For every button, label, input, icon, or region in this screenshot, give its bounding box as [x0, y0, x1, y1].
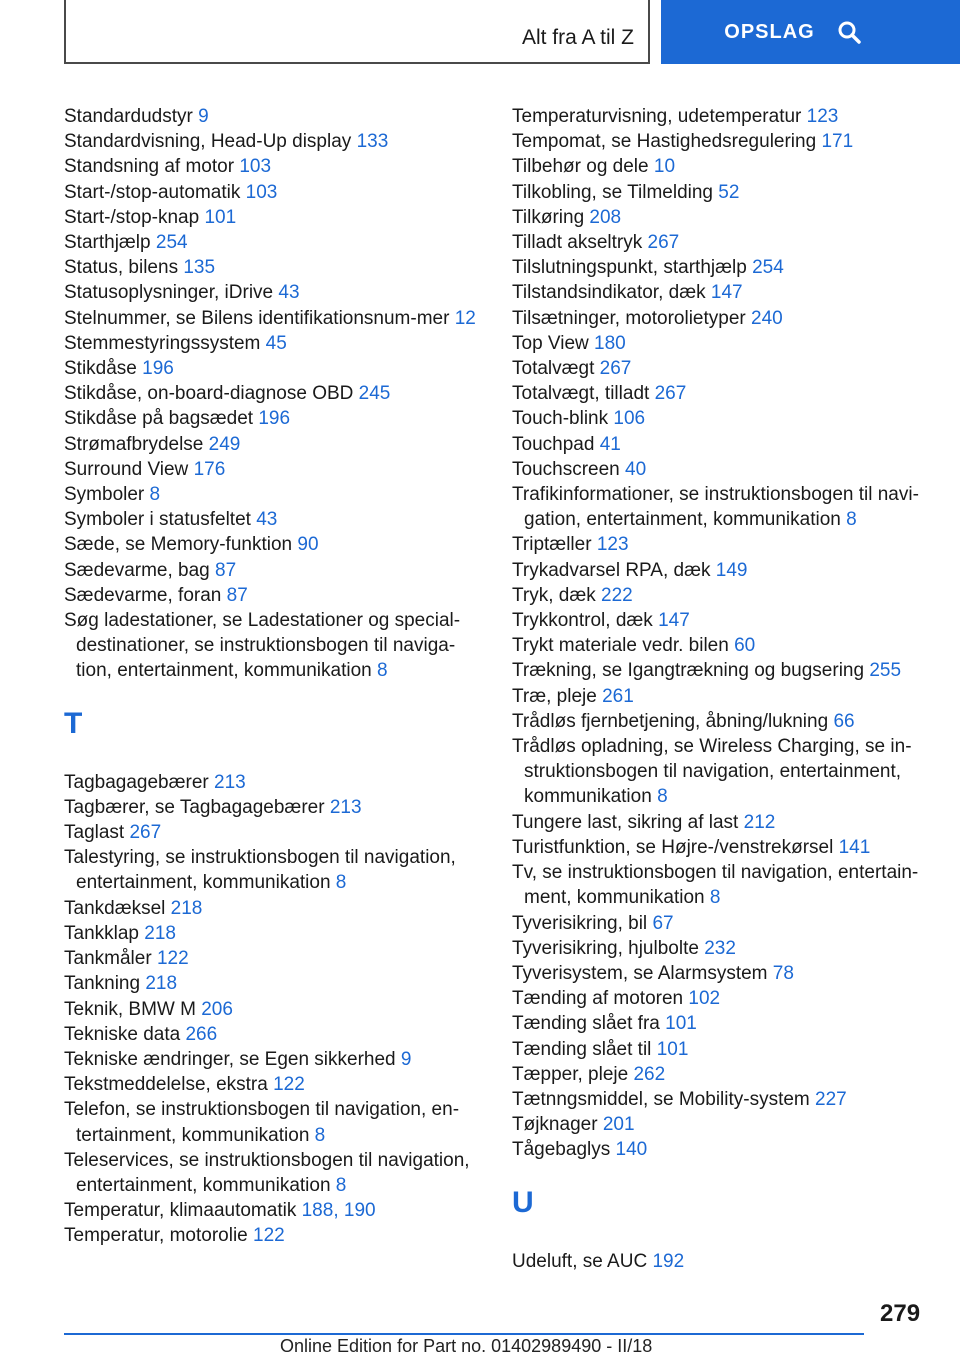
search-button-label: OPSLAG: [724, 20, 815, 43]
index-entry-text: Tyverisikring, hjulbolte: [512, 937, 699, 959]
index-entry: [64, 104, 484, 129]
index-entry-text: Tyverisikring, bil: [512, 912, 648, 934]
index-entry-text: Temperatur, klimaautomatik: [64, 1200, 297, 1222]
index-entry-text: Tilslutningspunkt, starthjælp: [512, 257, 747, 279]
index-entry: [512, 1062, 942, 1087]
index-entry-text: Temperatur, motorolie: [64, 1225, 248, 1247]
index-entry: [64, 1097, 484, 1147]
index-entry: [512, 961, 942, 986]
page-number: 279: [880, 1300, 921, 1327]
page-link[interactable]: 8: [149, 484, 161, 506]
index-entry-text: Start-/stop-automatik: [64, 181, 241, 203]
page-link[interactable]: 45: [265, 332, 287, 354]
index-entry: [512, 835, 942, 860]
index-entry-text: Symboler i statusfeltet: [64, 509, 251, 531]
index-entry: [64, 1047, 484, 1072]
page-link[interactable]: 180: [594, 332, 626, 354]
index-entry-text: Status, bilens: [64, 257, 179, 279]
footer-divider: [64, 1333, 864, 1335]
page-link[interactable]: 188: [301, 1200, 334, 1222]
index-entry: [512, 255, 942, 280]
page-link[interactable]: 266: [185, 1023, 218, 1045]
page-link[interactable]: 141: [838, 836, 871, 858]
index-entry-text: Trafikinformationer, se instruktionsbogen til navi-gation, entertainment, kommunikation: [512, 484, 919, 531]
page-link[interactable]: 66: [833, 710, 855, 732]
page-link[interactable]: 135: [183, 257, 216, 279]
index-entry: [64, 432, 484, 457]
index-entry: [64, 770, 484, 795]
index-entry: [64, 205, 484, 230]
index-entry: [64, 306, 484, 331]
index-entry: [512, 734, 942, 810]
index-entry: [64, 921, 484, 946]
page-link[interactable]: 245: [358, 383, 391, 405]
index-entry-text: Tankdæksel: [64, 897, 166, 919]
page-link[interactable]: 227: [815, 1088, 847, 1110]
index-entry: [64, 820, 484, 845]
index-entry: [512, 1249, 942, 1274]
page-link[interactable]: 60: [734, 635, 756, 657]
index-entry-text: Tågebaglys: [512, 1139, 611, 1161]
index-entry: [512, 860, 942, 910]
page-link[interactable]: 206: [201, 998, 233, 1020]
page-link[interactable]: 196: [142, 358, 174, 380]
page-link[interactable]: 218: [170, 897, 203, 919]
index-entry-text: Tryk, dæk: [512, 584, 596, 606]
index-entry: [64, 381, 484, 406]
page-link[interactable]: 218: [144, 922, 176, 944]
page-link[interactable]: 122: [273, 1074, 305, 1096]
index-entry-text: Totalvægt, tilladt: [512, 383, 650, 405]
index-entry-text: Tæpper, pleje: [512, 1063, 629, 1085]
index-entry-text: Stelnummer, se Bilens identifikationsnum-mer: [64, 307, 450, 329]
index-entry: [512, 936, 942, 961]
index-entry-text: Træ, pleje: [512, 685, 597, 707]
index-entry: [512, 280, 942, 305]
index-entry: [64, 1148, 484, 1198]
index-entry-text: Tagbagagebærer: [64, 771, 209, 793]
page-link[interactable]: 9: [198, 106, 209, 127]
page-link[interactable]: 261: [602, 685, 634, 707]
index-entry: [64, 331, 484, 356]
page-link[interactable]: 8: [377, 660, 388, 682]
page-link[interactable]: 12: [454, 307, 476, 329]
page-link[interactable]: 267: [599, 358, 632, 380]
index-entry-text: Trykadvarsel RPA, dæk: [512, 559, 711, 581]
index-entry-text: Trådløs opladning, se Wireless Charging, se in-struktionsbogen til navigation, entertainment, kommunikation: [512, 736, 912, 808]
index-entry: [64, 356, 484, 381]
index-entry-text: Tænding slået til: [512, 1038, 652, 1060]
index-entry-text: Sædevarme, foran: [64, 584, 222, 606]
index-letter-heading: U: [512, 1185, 534, 1219]
page-link[interactable]: 10: [653, 156, 676, 178]
index-entry: [512, 432, 942, 457]
page-link[interactable]: 254: [752, 257, 784, 279]
index-entry: [64, 255, 484, 280]
page-link[interactable]: 103: [239, 156, 272, 178]
header-title-box: [64, 0, 650, 64]
index-entry: [512, 457, 942, 482]
page-link[interactable]: 267: [654, 383, 687, 405]
page-link[interactable]: 212: [743, 811, 776, 833]
index-entry: [512, 230, 942, 255]
index-entry: [64, 558, 484, 583]
page-link[interactable]: 8: [335, 872, 347, 894]
index-entry-text: Tilstandsindikator, dæk: [512, 282, 706, 304]
index-entry: [512, 331, 942, 356]
index-entry: [64, 1022, 484, 1047]
page-link[interactable]: 192: [652, 1250, 685, 1272]
index-entry-text: Trykkontrol, dæk: [512, 610, 653, 632]
index-column-left: [64, 104, 484, 1249]
index-entry: [64, 971, 484, 996]
index-entry: [512, 205, 942, 230]
index-entry-text: Triptæller: [512, 534, 592, 556]
index-entry-text: Totalvægt: [512, 358, 595, 380]
page-link[interactable]: 8: [335, 1174, 347, 1196]
index-entry-text: Teleservices, se instruktionsbogen til navigation, entertainment, kommunikation: [64, 1149, 470, 1196]
page-link[interactable]: 8: [314, 1124, 326, 1146]
index-entry-text: Tankklap: [64, 922, 139, 944]
index-entry: [512, 306, 942, 331]
page-link[interactable]: 240: [751, 307, 783, 329]
page-link[interactable]: 171: [821, 131, 854, 153]
page-link[interactable]: 218: [145, 973, 178, 995]
index-entry: [512, 406, 942, 431]
index-entry-text: Tekniske data: [64, 1023, 181, 1045]
page-link[interactable]: 249: [208, 433, 241, 455]
index-entry-text: Udeluft, se AUC: [512, 1250, 648, 1272]
index-entry-text: Talestyring, se instruktionsbogen til navigation, entertainment, kommunikation: [64, 847, 456, 894]
index-entry-text: Standardudstyr: [64, 106, 193, 127]
search-button[interactable]: [661, 0, 960, 64]
index-entry-text: Trådløs fjernbetjening, åbning/lukning: [512, 710, 829, 732]
index-entry: [512, 104, 942, 129]
page-link[interactable]: 9: [400, 1048, 412, 1070]
index-entry: [512, 633, 942, 658]
index-entry-text: Tagbærer, se Tagbagagebærer: [64, 796, 325, 818]
index-entry: [64, 608, 484, 684]
index-entry: [512, 154, 942, 179]
index-entry: [64, 896, 484, 921]
page-link[interactable]: 222: [601, 584, 633, 606]
page-link[interactable]: 190: [343, 1200, 376, 1222]
index-entry-text: Tv, se instruktionsbogen til navigation, entertain-ment, kommunikation: [512, 862, 919, 909]
index-entry-text: Tempomat, se Hastighedsregulering: [512, 131, 817, 153]
page-link[interactable]: 140: [615, 1139, 648, 1161]
index-entry-text: Tungere last, sikring af last: [512, 811, 739, 833]
index-entry-text: Sædevarme, bag: [64, 559, 210, 581]
page-link[interactable]: 147: [658, 610, 690, 632]
index-entry-text: Tilsætninger, motorolietyper: [512, 307, 746, 329]
page-link[interactable]: 101: [665, 1013, 697, 1035]
section-title: Alt fra A til Z: [521, 26, 634, 49]
page-link[interactable]: 67: [652, 912, 674, 934]
index-entry-text: Telefon, se instruktionsbogen til navigation, en-tertainment, kommunikation: [64, 1099, 460, 1146]
index-entry-text: Tætnngsmiddel, se Mobility-system: [512, 1088, 810, 1110]
index-entry-text: Tilkøring: [512, 206, 585, 228]
index-entry: [512, 608, 942, 633]
index-entry-text: Tilladt akseltryk: [512, 232, 643, 254]
index-entry-text: Tænding slået fra: [512, 1013, 660, 1035]
page-link[interactable]: 208: [589, 206, 622, 228]
index-entry-text: Top View: [512, 332, 589, 354]
index-entry-text: Surround View: [64, 458, 189, 480]
page-link[interactable]: 122: [156, 948, 189, 970]
search-icon: [837, 20, 861, 44]
page-link[interactable]: 147: [710, 282, 743, 304]
index-entry-text: Starthjælp: [64, 232, 151, 254]
index-entry: Temperatur, klimaautomatik 188, 190: [64, 1200, 376, 1222]
index-entry: [64, 1072, 484, 1097]
index-entry-text: Stemmestyringssystem: [64, 332, 261, 354]
index-entry-text: Touch-blink: [512, 408, 609, 430]
index-entry-text: Start-/stop-knap: [64, 206, 200, 228]
index-entry: [512, 1112, 942, 1137]
page-link[interactable]: 213: [329, 796, 362, 818]
index-entry: [64, 845, 484, 895]
index-entry-text: Tøjknager: [512, 1114, 598, 1136]
index-entry-text: Standardvisning, Head-Up display: [64, 131, 352, 153]
index-entry: [64, 507, 484, 532]
index-entry-text: Turistfunktion, se Højre-/venstrekørsel: [512, 836, 834, 858]
index-entry: [512, 558, 942, 583]
index-entry: [64, 457, 484, 482]
index-entry: [64, 1223, 484, 1248]
index-entry: [64, 129, 484, 154]
index-entry: [512, 381, 942, 406]
index-entry: [64, 997, 484, 1022]
index-entry-text: Strømafbrydelse: [64, 433, 204, 455]
page-link[interactable]: 176: [193, 458, 226, 480]
page-link[interactable]: 90: [297, 534, 319, 556]
page-link[interactable]: 267: [129, 822, 162, 844]
page-link[interactable]: 78: [772, 962, 794, 984]
index-entry-text: Trykt materiale vedr. bilen: [512, 635, 729, 657]
index-entry-text: Trækning, se Igangtrækning og bugsering: [512, 660, 865, 682]
page-link[interactable]: 101: [204, 206, 237, 228]
index-entry: [64, 946, 484, 971]
index-entry-text: Stikdåse, on-board-diagnose OBD: [64, 383, 354, 405]
page-link[interactable]: 255: [869, 660, 902, 682]
index-entry: [512, 1087, 942, 1112]
page-link[interactable]: 262: [633, 1063, 666, 1085]
index-entry-text: Touchscreen: [512, 458, 620, 480]
index-entry: [512, 986, 942, 1011]
index-entry: [512, 482, 942, 532]
index-entry-text: Touchpad: [512, 433, 595, 455]
page-link[interactable]: 213: [214, 771, 246, 793]
index-entry-text: Standsning af motor: [64, 156, 235, 178]
index-entry: [64, 532, 484, 557]
page-link[interactable]: 123: [806, 106, 839, 127]
page-link[interactable]: 122: [253, 1225, 285, 1247]
index-entry: [64, 406, 484, 431]
index-entry: [64, 795, 484, 820]
index-entry-text: Tyverisystem, se Alarmsystem: [512, 962, 768, 984]
index-entry: [512, 810, 942, 835]
index-column-right: [512, 104, 942, 1274]
index-entry: [512, 532, 942, 557]
index-entry: [64, 280, 484, 305]
index-entry-text: Tekniske ændringer, se Egen sikkerhed: [64, 1048, 396, 1070]
index-entry-text: Tilbehør og dele: [512, 156, 649, 178]
page-link[interactable]: 43: [256, 509, 278, 531]
page-link[interactable]: 232: [704, 937, 736, 959]
page-link[interactable]: 87: [215, 559, 237, 581]
index-entry-text: Søg ladestationer, se Ladestationer og special-destinationer, se instruktionsbogen til naviga-tion, entertainment, kommunikation: [64, 610, 461, 682]
index-entry: [512, 129, 942, 154]
page-link[interactable]: 103: [245, 181, 278, 203]
page-link[interactable]: 267: [647, 232, 680, 254]
page-link[interactable]: 102: [688, 988, 721, 1010]
index-entry-text: Taglast: [64, 822, 125, 844]
index-entry-text: Stikdåse: [64, 358, 137, 380]
page-link[interactable]: 201: [602, 1114, 635, 1136]
index-entry: [512, 1011, 942, 1036]
page-link[interactable]: 123: [596, 534, 629, 556]
index-entry: [512, 684, 942, 709]
index-entry-text: Tankning: [64, 973, 141, 995]
index-entry-text: Teknik, BMW M: [64, 998, 196, 1020]
page-link[interactable]: 149: [715, 559, 748, 581]
index-entry-text: Tilkobling, se Tilmelding: [512, 181, 713, 203]
index-entry: [64, 154, 484, 179]
index-entry: [512, 1137, 942, 1162]
index-entry-text: Symboler: [64, 484, 145, 506]
index-entry: [512, 911, 942, 936]
index-entry: [512, 658, 942, 683]
index-entry: [512, 1037, 942, 1062]
page-link[interactable]: 8: [846, 509, 857, 531]
index-entry-text: Sæde, se Memory-funktion: [64, 534, 293, 556]
page-link[interactable]: 196: [258, 408, 291, 430]
index-entry: [512, 180, 942, 205]
index-entry: [512, 709, 942, 734]
index-entry: [64, 583, 484, 608]
index-entry-text: Temperaturvisning, udetemperatur: [512, 106, 802, 127]
page-link[interactable]: 87: [226, 584, 248, 606]
page-link[interactable]: 41: [599, 433, 621, 455]
page-link[interactable]: 8: [657, 786, 668, 808]
page-link[interactable]: 106: [613, 408, 646, 430]
index-letter-heading: T: [64, 706, 83, 740]
index-entry: [64, 230, 484, 255]
index-entry-text: Stikdåse på bagsædet: [64, 408, 254, 430]
index-entry-text: Statusoplysninger, iDrive: [64, 282, 274, 304]
page-link[interactable]: 52: [718, 181, 740, 203]
index-entry-text: Tankmåler: [64, 948, 152, 970]
index-entry: [64, 180, 484, 205]
index-entry: [512, 356, 942, 381]
page-link[interactable]: 133: [356, 131, 389, 153]
page-link[interactable]: 254: [155, 232, 188, 254]
page-link[interactable]: 8: [709, 887, 721, 909]
index-entry-text: Tekstmeddelelse, ekstra: [64, 1074, 268, 1096]
index-entry: [512, 583, 942, 608]
index-entry: [64, 482, 484, 507]
index-entry-text: Tænding af motoren: [512, 988, 684, 1010]
page-link[interactable]: 40: [625, 458, 647, 480]
page-link[interactable]: 43: [278, 282, 300, 304]
page-link[interactable]: 101: [656, 1038, 689, 1060]
footer-edition: Online Edition for Part no. 01402989490 - II/18: [280, 1336, 653, 1356]
